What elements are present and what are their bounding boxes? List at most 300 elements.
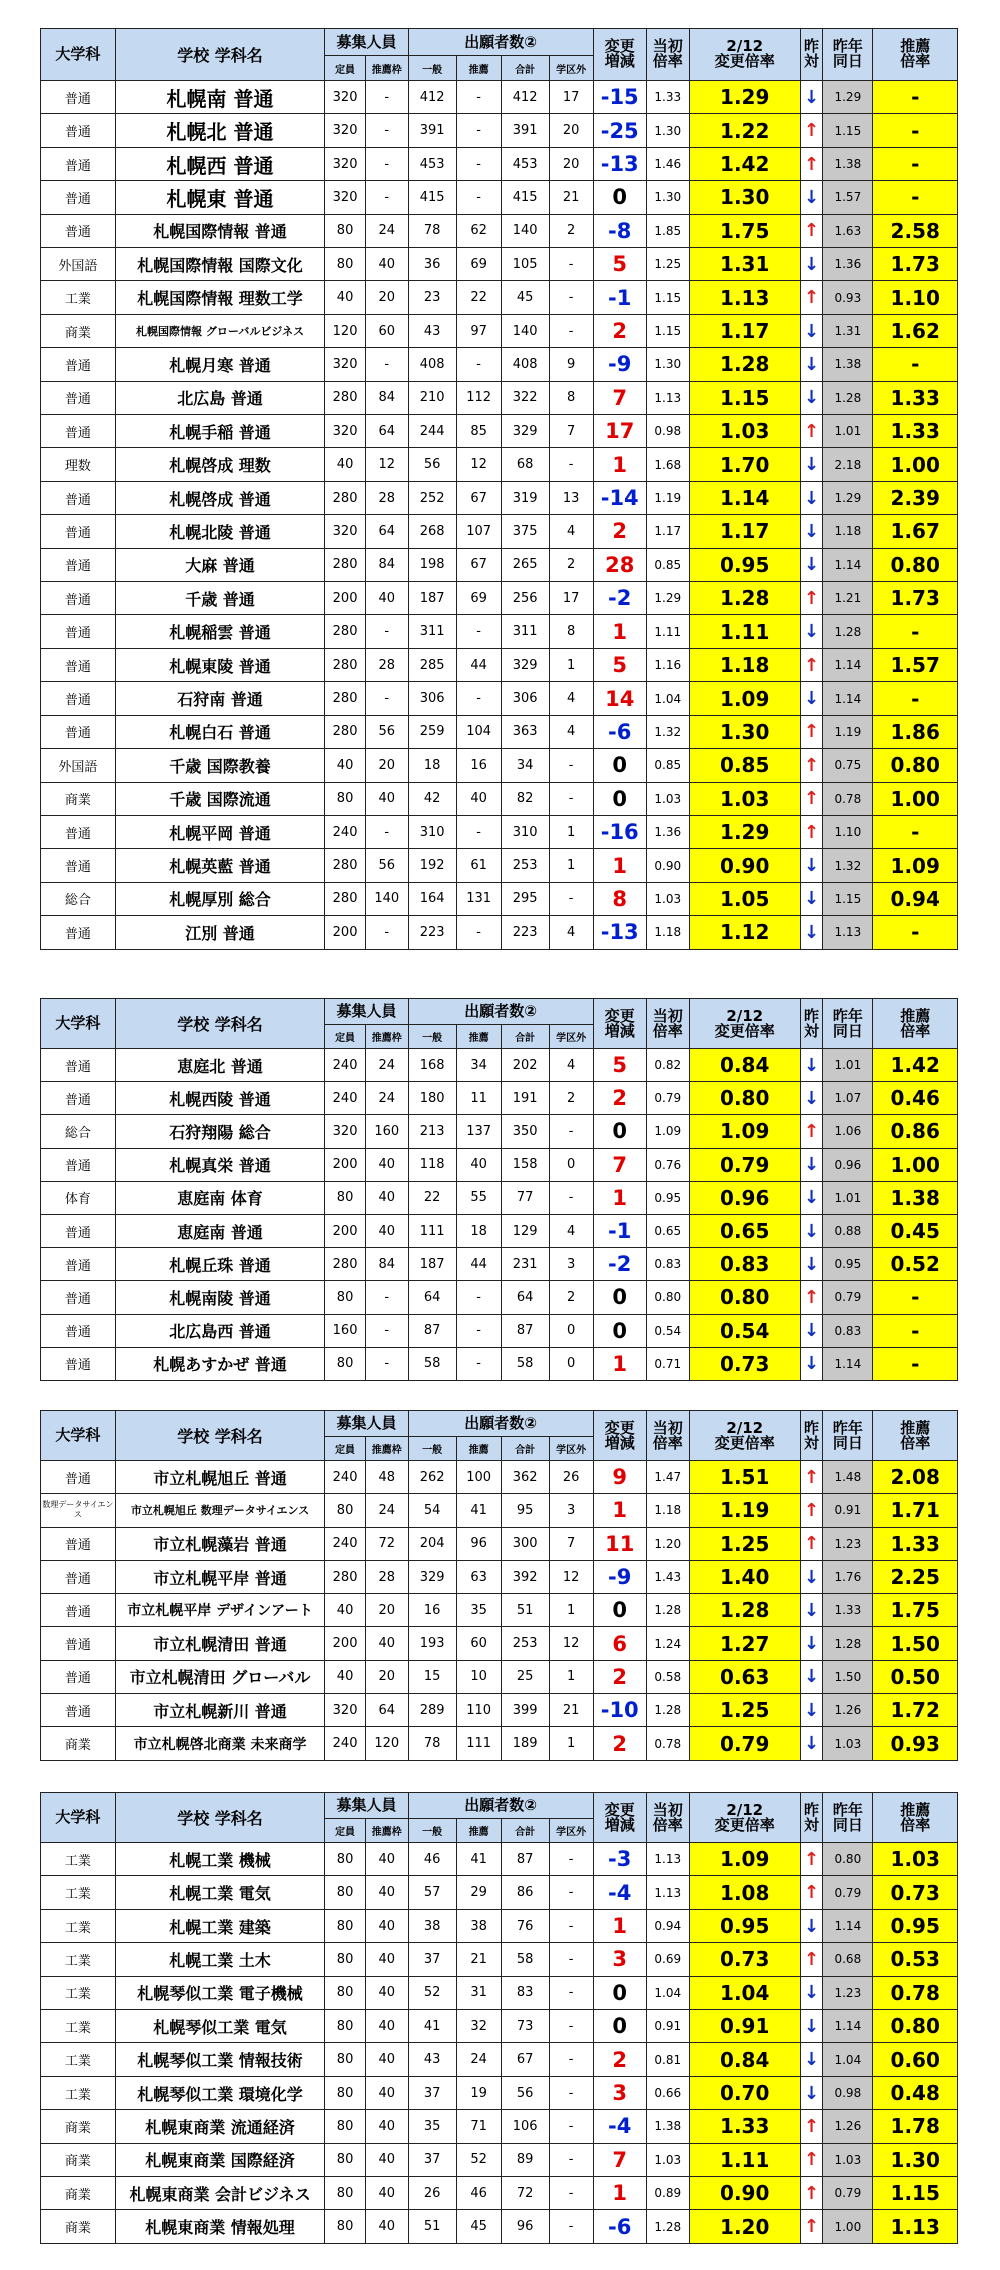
recapp-cell: 71 [456, 2110, 501, 2143]
gen-cell: 22 [408, 1181, 456, 1214]
rec-rate-cell: 0.48 [873, 2076, 958, 2109]
gen-cell: 58 [408, 1347, 456, 1380]
arrow-down-icon: ↓ [800, 1214, 822, 1247]
cap-cell: 160 [325, 1314, 366, 1347]
change-cell: -16 [593, 815, 646, 848]
arrow-down-icon: ↓ [800, 2076, 822, 2109]
header-trend [800, 29, 822, 81]
arrow-up-icon: ↑ [800, 782, 822, 815]
arrow-down-icon: ↓ [800, 80, 822, 113]
current-rate-cell: 1.25 [689, 1694, 800, 1727]
gen-cell: 268 [408, 515, 456, 548]
header-trend-line2: 対 [804, 52, 820, 71]
prev-year-cell: 1.29 [823, 80, 873, 113]
arrow-down-icon: ↓ [800, 1560, 822, 1593]
gen-cell: 23 [408, 281, 456, 314]
school-name-cell: 恵庭南 普通 [115, 1214, 324, 1247]
gen-cell: 329 [408, 1560, 456, 1593]
category-cell: 普通 [41, 415, 116, 448]
cap-cell: 280 [325, 615, 366, 648]
total-cell: 45 [501, 281, 549, 314]
table-row [41, 481, 958, 514]
header-recruit-cap: 定員 [325, 1819, 366, 1843]
table-row [41, 248, 958, 281]
header-rec-rate-line2: 倍率 [900, 1021, 931, 1040]
rec-cell: 40 [365, 248, 408, 281]
rec-rate-cell: 1.09 [873, 849, 958, 882]
recapp-cell: 137 [456, 1115, 501, 1148]
prev-year-cell: 1.14 [823, 2010, 873, 2043]
prev-year-cell: 0.91 [823, 1494, 873, 1527]
gen-cell: 391 [408, 114, 456, 147]
rec-rate-cell: - [873, 1347, 958, 1380]
cap-cell: 80 [325, 1494, 366, 1527]
header-recruit-rec: 推薦枠 [365, 56, 408, 81]
category-cell: 商業 [41, 2143, 116, 2176]
header-school: 学校 学科名 [115, 1793, 324, 1843]
arrow-down-icon: ↓ [800, 1082, 822, 1115]
cap-cell: 80 [325, 1843, 366, 1876]
gen-cell: 252 [408, 481, 456, 514]
table-row [41, 147, 958, 180]
category-cell: 工業 [41, 1976, 116, 2009]
out-cell: 2 [549, 214, 593, 247]
header-category: 大学科 [41, 29, 116, 81]
gen-cell: 56 [408, 448, 456, 481]
out-cell: 4 [549, 682, 593, 715]
gen-cell: 118 [408, 1148, 456, 1181]
recapp-cell: 44 [456, 1248, 501, 1281]
table-row [41, 2143, 958, 2176]
current-rate-cell: 0.91 [689, 2010, 800, 2043]
rec-cell: - [365, 1347, 408, 1380]
initial-rate-cell: 1.04 [646, 1976, 689, 2009]
initial-rate-cell: 1.03 [646, 882, 689, 915]
header-prev [823, 29, 873, 81]
category-cell: 普通 [41, 114, 116, 147]
recapp-cell: 41 [456, 1843, 501, 1876]
initial-rate-cell: 1.19 [646, 481, 689, 514]
prev-year-cell: 1.28 [823, 615, 873, 648]
category-cell: 普通 [41, 916, 116, 949]
school-name-cell: 市立札幌平岸 普通 [115, 1560, 324, 1593]
table-row [41, 548, 958, 581]
category-cell: 普通 [41, 1148, 116, 1181]
arrow-down-icon: ↓ [800, 916, 822, 949]
initial-rate-cell: 0.69 [646, 1943, 689, 1976]
school-name-cell: 札幌南 普通 [115, 80, 324, 113]
rec-rate-cell: 1.72 [873, 1694, 958, 1727]
change-cell: 0 [593, 1594, 646, 1627]
header-recruit-rec: 推薦枠 [365, 1819, 408, 1843]
rec-cell: - [365, 1281, 408, 1314]
table-row [41, 2076, 958, 2109]
change-cell: 17 [593, 415, 646, 448]
change-cell: 14 [593, 682, 646, 715]
prev-year-cell: 1.00 [823, 2210, 873, 2243]
category-cell: 普通 [41, 1694, 116, 1727]
prev-year-cell: 1.50 [823, 1660, 873, 1693]
rec-cell: 40 [365, 2043, 408, 2076]
change-cell: -13 [593, 916, 646, 949]
category-cell: 普通 [41, 548, 116, 581]
header-row [41, 1411, 958, 1437]
prev-year-cell: 1.36 [823, 248, 873, 281]
category-cell: 普通 [41, 1461, 116, 1494]
current-rate-cell: 0.80 [689, 1281, 800, 1314]
initial-rate-cell: 0.98 [646, 415, 689, 448]
prev-year-cell: 1.18 [823, 515, 873, 548]
table-row [41, 1347, 958, 1380]
arrow-down-icon: ↓ [800, 1148, 822, 1181]
arrow-down-icon: ↓ [800, 181, 822, 214]
current-rate-cell: 1.28 [689, 1594, 800, 1627]
change-cell: -9 [593, 1560, 646, 1593]
cap-cell: 200 [325, 582, 366, 615]
recapp-cell: - [456, 348, 501, 381]
initial-rate-cell: 1.24 [646, 1627, 689, 1660]
change-cell: 2 [593, 314, 646, 347]
initial-rate-cell: 1.28 [646, 1694, 689, 1727]
header-initial-line2: 倍率 [652, 1815, 683, 1834]
category-cell: 外国語 [41, 749, 116, 782]
header-rate-line1: 2/12 [726, 37, 764, 56]
rec-cell: 28 [365, 481, 408, 514]
rec-rate-cell: 1.42 [873, 1049, 958, 1082]
total-cell: 87 [501, 1843, 549, 1876]
table-row [41, 1248, 958, 1281]
school-name-cell: 市立札幌清田 普通 [115, 1627, 324, 1660]
header-trend [800, 999, 822, 1049]
change-cell: 3 [593, 1943, 646, 1976]
gen-cell: 198 [408, 548, 456, 581]
cap-cell: 80 [325, 2210, 366, 2243]
header-prev-line2: 同日 [832, 1815, 863, 1834]
recapp-cell: 100 [456, 1461, 501, 1494]
prev-year-cell: 1.63 [823, 214, 873, 247]
rec-cell: 160 [365, 1115, 408, 1148]
rec-rate-cell: 1.78 [873, 2110, 958, 2143]
category-cell: 普通 [41, 1594, 116, 1627]
category-cell: 普通 [41, 849, 116, 882]
recapp-cell: - [456, 1314, 501, 1347]
initial-rate-cell: 1.18 [646, 916, 689, 949]
arrow-down-icon: ↓ [800, 849, 822, 882]
current-rate-cell: 1.51 [689, 1461, 800, 1494]
rec-cell: 12 [365, 448, 408, 481]
header-recruit-cap: 定員 [325, 1025, 366, 1049]
rec-cell: 84 [365, 548, 408, 581]
category-cell: 普通 [41, 1082, 116, 1115]
header-change-line2: 増減 [604, 1021, 635, 1040]
header-initial-line1: 当初 [652, 1006, 683, 1025]
school-name-cell: 札幌啓成 理数 [115, 448, 324, 481]
rec-rate-cell: 2.25 [873, 1560, 958, 1593]
header-change [593, 29, 646, 81]
cap-cell: 320 [325, 147, 366, 180]
rec-cell: 24 [365, 1082, 408, 1115]
rec-cell: 40 [365, 1909, 408, 1942]
current-rate-cell: 0.85 [689, 749, 800, 782]
school-name-cell: 札幌南陵 普通 [115, 1281, 324, 1314]
initial-rate-cell: 1.29 [646, 582, 689, 615]
total-cell: 140 [501, 214, 549, 247]
change-cell: 0 [593, 2010, 646, 2043]
recapp-cell: 107 [456, 515, 501, 548]
header-app-general: 一般 [408, 1437, 456, 1461]
header-app-total: 合計 [501, 1819, 549, 1843]
rec-rate-cell: - [873, 682, 958, 715]
gen-cell: 51 [408, 2210, 456, 2243]
initial-rate-cell: 1.33 [646, 80, 689, 113]
recapp-cell: 45 [456, 2210, 501, 2243]
out-cell: - [549, 1115, 593, 1148]
current-rate-cell: 0.84 [689, 2043, 800, 2076]
prev-year-cell: 1.19 [823, 715, 873, 748]
category-cell: 工業 [41, 1876, 116, 1909]
rec-rate-cell: 0.46 [873, 1082, 958, 1115]
recapp-cell: 62 [456, 214, 501, 247]
school-name-cell: 札幌工業 土木 [115, 1943, 324, 1976]
out-cell: 4 [549, 515, 593, 548]
category-cell: 理数 [41, 448, 116, 481]
out-cell: 13 [549, 481, 593, 514]
total-cell: 58 [501, 1347, 549, 1380]
total-cell: 25 [501, 1660, 549, 1693]
header-recruit-cap: 定員 [325, 56, 366, 81]
recapp-cell: 46 [456, 2177, 501, 2210]
category-cell: 普通 [41, 381, 116, 414]
total-cell: 408 [501, 348, 549, 381]
school-name-cell: 札幌琴似工業 電子機械 [115, 1976, 324, 2009]
school-name-cell: 札幌東商業 国際経済 [115, 2143, 324, 2176]
arrow-down-icon: ↓ [800, 548, 822, 581]
change-cell: 1 [593, 1494, 646, 1527]
school-name-cell: 札幌琴似工業 環境化学 [115, 2076, 324, 2109]
header-school: 学校 学科名 [115, 29, 324, 81]
out-cell: 3 [549, 1248, 593, 1281]
cap-cell: 80 [325, 2177, 366, 2210]
change-cell: 1 [593, 1181, 646, 1214]
header-recruit: 募集人員 [325, 29, 408, 56]
header-applicants: 出願者数② [408, 1793, 593, 1819]
out-cell: 4 [549, 1049, 593, 1082]
out-cell: - [549, 1909, 593, 1942]
rec-rate-cell: 1.15 [873, 2177, 958, 2210]
current-rate-cell: 0.95 [689, 548, 800, 581]
out-cell: - [549, 1843, 593, 1876]
rec-rate-cell: 0.95 [873, 1909, 958, 1942]
gen-cell: 285 [408, 648, 456, 681]
change-cell: -4 [593, 2110, 646, 2143]
rec-cell: 20 [365, 1594, 408, 1627]
total-cell: 140 [501, 314, 549, 347]
cap-cell: 80 [325, 1347, 366, 1380]
cap-cell: 320 [325, 348, 366, 381]
table-row [41, 1876, 958, 1909]
cap-cell: 200 [325, 1627, 366, 1660]
current-rate-cell: 1.09 [689, 1115, 800, 1148]
cap-cell: 80 [325, 2010, 366, 2043]
out-cell: - [549, 2110, 593, 2143]
cap-cell: 320 [325, 415, 366, 448]
school-name-cell: 札幌東商業 会計ビジネス [115, 2177, 324, 2210]
prev-year-cell: 1.48 [823, 1461, 873, 1494]
table-row [41, 80, 958, 113]
out-cell: - [549, 2210, 593, 2243]
rec-cell: 40 [365, 1843, 408, 1876]
gen-cell: 37 [408, 2143, 456, 2176]
table-row [41, 1909, 958, 1942]
category-cell: 普通 [41, 1527, 116, 1560]
total-cell: 329 [501, 648, 549, 681]
header-initial [646, 29, 689, 81]
total-cell: 223 [501, 916, 549, 949]
rec-rate-cell: 2.58 [873, 214, 958, 247]
recapp-cell: 67 [456, 548, 501, 581]
school-name-cell: 札幌丘珠 普通 [115, 1248, 324, 1281]
total-cell: 391 [501, 114, 549, 147]
rec-cell: - [365, 916, 408, 949]
total-cell: 306 [501, 682, 549, 715]
header-change [593, 999, 646, 1049]
rec-cell: 28 [365, 648, 408, 681]
recapp-cell: 110 [456, 1694, 501, 1727]
initial-rate-cell: 0.66 [646, 2076, 689, 2109]
rec-rate-cell: 0.80 [873, 749, 958, 782]
prev-year-cell: 0.98 [823, 2076, 873, 2109]
header-app-general: 一般 [408, 1819, 456, 1843]
rec-rate-cell: 0.86 [873, 1115, 958, 1148]
cap-cell: 80 [325, 248, 366, 281]
current-rate-cell: 0.65 [689, 1214, 800, 1247]
header-change [593, 1793, 646, 1843]
header-school: 学校 学科名 [115, 1411, 324, 1461]
recapp-cell: - [456, 682, 501, 715]
initial-rate-cell: 0.80 [646, 1281, 689, 1314]
prev-year-cell: 2.18 [823, 448, 873, 481]
initial-rate-cell: 0.85 [646, 749, 689, 782]
arrow-down-icon: ↓ [800, 1976, 822, 2009]
out-cell: 0 [549, 1148, 593, 1181]
header-initial [646, 999, 689, 1049]
rec-rate-cell: 0.93 [873, 1727, 958, 1760]
rec-rate-cell: - [873, 615, 958, 648]
category-cell: 総合 [41, 882, 116, 915]
category-cell: 普通 [41, 648, 116, 681]
rec-rate-cell: 0.60 [873, 2043, 958, 2076]
rec-cell: 48 [365, 1461, 408, 1494]
rec-cell: 120 [365, 1727, 408, 1760]
rec-cell: 40 [365, 2110, 408, 2143]
recapp-cell: - [456, 1281, 501, 1314]
cap-cell: 120 [325, 314, 366, 347]
initial-rate-cell: 1.25 [646, 248, 689, 281]
total-cell: 311 [501, 615, 549, 648]
school-name-cell: 札幌国際情報 普通 [115, 214, 324, 247]
gen-cell: 37 [408, 1943, 456, 1976]
total-cell: 399 [501, 1694, 549, 1727]
initial-rate-cell: 0.54 [646, 1314, 689, 1347]
header-row [41, 999, 958, 1025]
cap-cell: 80 [325, 214, 366, 247]
category-cell: 普通 [41, 815, 116, 848]
recapp-cell: - [456, 80, 501, 113]
change-cell: 7 [593, 381, 646, 414]
cap-cell: 280 [325, 648, 366, 681]
header-trend-line2: 対 [804, 1815, 820, 1834]
change-cell: -6 [593, 715, 646, 748]
header-app-general: 一般 [408, 56, 456, 81]
total-cell: 64 [501, 1281, 549, 1314]
table-row [41, 1214, 958, 1247]
arrow-down-icon: ↓ [800, 882, 822, 915]
initial-rate-cell: 1.09 [646, 1115, 689, 1148]
school-name-cell: 札幌東商業 流通経済 [115, 2110, 324, 2143]
out-cell: - [549, 749, 593, 782]
table-row [41, 1943, 958, 1976]
current-rate-cell: 1.33 [689, 2110, 800, 2143]
cap-cell: 200 [325, 1214, 366, 1247]
prev-year-cell: 0.88 [823, 1214, 873, 1247]
header-rec-rate-line1: 推薦 [900, 37, 931, 56]
total-cell: 415 [501, 181, 549, 214]
arrow-up-icon: ↑ [800, 1527, 822, 1560]
rec-rate-cell: 2.08 [873, 1461, 958, 1494]
gen-cell: 310 [408, 815, 456, 848]
rec-cell: 84 [365, 381, 408, 414]
recapp-cell: 111 [456, 1727, 501, 1760]
current-rate-cell: 1.25 [689, 1527, 800, 1560]
recapp-cell: 69 [456, 248, 501, 281]
initial-rate-cell: 1.46 [646, 147, 689, 180]
category-cell: 商業 [41, 782, 116, 815]
table-row [41, 1594, 958, 1627]
initial-rate-cell: 1.18 [646, 1494, 689, 1527]
category-cell: 商業 [41, 1727, 116, 1760]
change-cell: 1 [593, 448, 646, 481]
header-rate [689, 1411, 800, 1461]
rec-rate-cell: - [873, 1314, 958, 1347]
header-change-line1: 変更 [604, 1006, 635, 1025]
change-cell: 8 [593, 882, 646, 915]
table-row [41, 682, 958, 715]
arrow-down-icon: ↓ [800, 1627, 822, 1660]
arrow-up-icon: ↑ [800, 1943, 822, 1976]
category-cell: 工業 [41, 281, 116, 314]
out-cell: - [549, 2143, 593, 2176]
arrow-down-icon: ↓ [800, 682, 822, 715]
cap-cell: 80 [325, 1281, 366, 1314]
gen-cell: 180 [408, 1082, 456, 1115]
school-name-cell: 札幌琴似工業 電気 [115, 2010, 324, 2043]
header-prev-line2: 同日 [832, 1021, 863, 1040]
change-cell: -10 [593, 1694, 646, 1727]
table-row [41, 615, 958, 648]
out-cell: 8 [549, 381, 593, 414]
recapp-cell: 34 [456, 1049, 501, 1082]
cap-cell: 40 [325, 749, 366, 782]
out-cell: 0 [549, 1347, 593, 1380]
change-cell: 2 [593, 2043, 646, 2076]
rec-cell: 40 [365, 2010, 408, 2043]
prev-year-cell: 1.57 [823, 181, 873, 214]
out-cell: - [549, 2177, 593, 2210]
out-cell: - [549, 2076, 593, 2109]
change-cell: 1 [593, 615, 646, 648]
total-cell: 202 [501, 1049, 549, 1082]
current-rate-cell: 1.30 [689, 181, 800, 214]
